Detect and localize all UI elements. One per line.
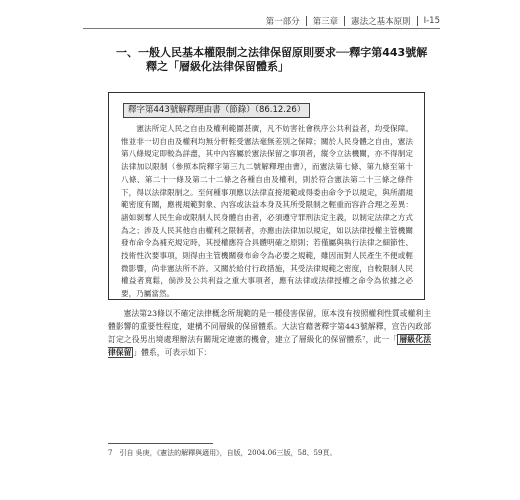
footnote: 7 引自 吳庚，《憲法的解釋與適用》，自版，2004.06三版，58、59頁。: [108, 449, 337, 457]
footnote-rule: [108, 443, 213, 444]
header-divider: [306, 16, 307, 26]
header-divider: [344, 16, 345, 26]
excerpt-label: 釋字第443號解釋理由書（節錄）（86.12.26）: [123, 103, 310, 118]
header-chapter: 第三章: [312, 17, 339, 27]
header-rule: [83, 28, 440, 29]
section-heading-line-2: 釋之「層級化法律保留體系」: [146, 60, 289, 73]
body-paragraph: [108, 308, 431, 360]
interpretation-excerpt-box: [108, 92, 425, 300]
excerpt-text: 憲法所定人民之自由及權利範圍甚廣，凡不妨害社會秩序公共利益者，均受保障。惟並非一切自由及權利均無分軒輊受憲法毫無差別之保障；關於人民身體之自由，憲法第八條規定即較為詳盡，其中內容屬於憲法保留之事項者，縱令立法機關，亦不得制定法律加以限制（參照本院釋字第三九二號解釋理由書），而憲法第七條、第九條至第十八條、第二十一條及第二十二條之各種自由及權利，則於符合憲法第二十三條之條件下，得以法律限制之。至何種事項應以法律直接規範或得委由命令予以規定，與所謂規範密度有關，應視規範對象、內容或法益本身及其所受限制之輕重而容許合理之差異：諸如剝奪人民生命或限制人民身體自由者，必須遵守罪刑法定主義，以制定法律之方式為之；涉及人民其他自由權利之限制者，亦應由法律加以規定，如以法律授權主管機關發布命令為補充規定時，其授權應符合具體明確之原則；若僅屬與執行法律之細節性、技術性次要事項，則得由主管機關發布命令為必要之規範，雖因而對人民產生不便或輕微影響，尚非憲法所不許。又關於給付行政措施，其受法律規範之密度，自較限制人民權益者寬鬆，倘涉及公共利益之重大事項者，應有法律或法律授權之命令為依據之必要，乃屬當然。: [121, 124, 413, 299]
header-divider: [417, 16, 418, 26]
highlighted-term: 層級化法律保留: [108, 334, 431, 357]
running-header: [266, 14, 440, 28]
page-number: I-15: [423, 16, 440, 26]
section-heading: [116, 46, 446, 74]
body-paragraph-text: 憲法第23條以不確定法律概念所規範的是一種侵害保留，原本沒有按照權利性質或權利主體影響的重要性程度，建構不同層級的保留體系。大法官藉著釋字第443號解釋，宣告內政部訂定之役男出境處理辦法有關規定違憲的機會，建立了層級化的保留體系⁷，此一「: [108, 309, 431, 344]
body-paragraph-end: 」體系，可表示如下：: [133, 347, 212, 357]
header-part: 第一部分: [265, 17, 300, 27]
header-section: 憲法之基本原則: [351, 17, 411, 27]
section-heading-line-1: 一、一般人民基本權限制之法律保留原則要求──釋字第443號解: [116, 46, 428, 59]
